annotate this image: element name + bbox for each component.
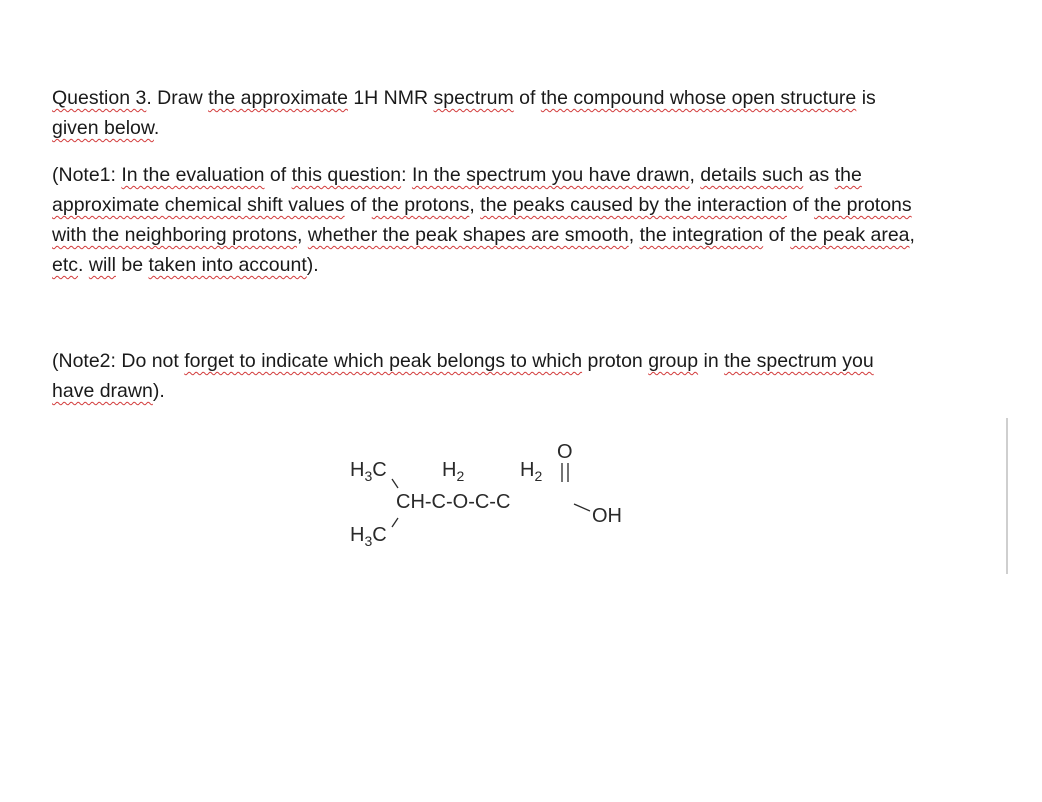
- note1-text: [52, 160, 1012, 280]
- text-run: proton: [582, 350, 649, 372]
- note2-line: [52, 376, 1012, 406]
- question-line: [52, 113, 1012, 143]
- flagged-text: etc: [52, 254, 79, 276]
- text-run: ,: [469, 194, 481, 216]
- flagged-text: In the evaluation: [121, 164, 265, 186]
- text-run: :: [401, 164, 412, 186]
- text-run: ,: [628, 224, 640, 246]
- flagged-text: taken into account: [148, 254, 307, 276]
- flagged-text: the peak area: [790, 224, 910, 246]
- note2-text: [52, 346, 1012, 406]
- text-run: ,: [909, 224, 915, 246]
- text-run: be: [115, 254, 149, 276]
- flagged-text: given below: [52, 117, 154, 139]
- flagged-text: will: [88, 254, 116, 276]
- flagged-text: spectrum: [433, 87, 514, 109]
- methyl-top-label: $H_3C$: [350, 459, 387, 484]
- backbone-chain: CH-C-O-C-C: [396, 491, 511, 513]
- flagged-text: details such: [700, 164, 804, 186]
- flagged-text: with the neighboring protons: [52, 224, 297, 246]
- text-run: (Note2: Do not: [52, 350, 185, 372]
- text-run: as: [803, 164, 835, 186]
- text-run: (Note1:: [52, 164, 122, 186]
- flagged-text: group: [648, 350, 699, 372]
- text-run: in: [698, 350, 725, 372]
- text-run: ,: [297, 224, 308, 246]
- h2-first-label: $H_2$: [442, 459, 465, 484]
- text-run: ).: [152, 380, 165, 402]
- bond-to-oh: [574, 504, 590, 511]
- bond-bottom-methyl: [392, 518, 398, 527]
- text-run: ).: [306, 254, 319, 276]
- text-run: . Draw: [146, 87, 209, 109]
- question-line: [52, 83, 1012, 113]
- flagged-text: the peaks caused by the interaction: [480, 194, 787, 216]
- flagged-text: whether the peak shapes are smooth: [307, 224, 629, 246]
- flagged-text: the: [834, 164, 862, 186]
- flagged-text: In the spectrum you have drawn: [411, 164, 690, 186]
- bond-top-methyl: [392, 479, 398, 488]
- text-run: .: [78, 254, 89, 276]
- flagged-text: forget to indicate which peak belongs to which: [184, 350, 583, 372]
- text-run: ,: [689, 164, 701, 186]
- note1-line: [52, 250, 1012, 280]
- text-run: 1H NMR: [347, 87, 434, 109]
- note1-line: [52, 160, 1012, 190]
- vertical-divider: [1006, 418, 1008, 574]
- methyl-bottom-label: $H_3C$: [350, 524, 387, 549]
- flagged-text: this question: [291, 164, 402, 186]
- hydroxyl-label: OH: [592, 505, 622, 527]
- chemical-structure: [340, 438, 640, 558]
- text-run: is: [856, 87, 876, 109]
- flagged-text: approximate chemical shift values: [52, 194, 345, 216]
- flagged-text: the spectrum you: [724, 350, 874, 372]
- note2-line: [52, 346, 1012, 376]
- flagged-text: the compound whose open structure: [540, 87, 857, 109]
- structure-drawing: [340, 438, 640, 558]
- h2-second-label: $H_2$: [520, 459, 543, 484]
- question-text: [52, 83, 1012, 143]
- flagged-text: the protons: [814, 194, 912, 216]
- text-run: .: [153, 117, 160, 139]
- flagged-text: the protons: [371, 194, 470, 216]
- flagged-text: the approximate: [208, 87, 348, 109]
- text-run: of: [786, 194, 815, 216]
- text-run: of: [344, 194, 372, 216]
- note1-line: [52, 220, 1012, 250]
- flagged-text: have drawn: [52, 380, 153, 402]
- carbonyl-oxygen: O: [557, 441, 573, 463]
- note1-line: [52, 190, 1012, 220]
- flagged-text: Question 3: [52, 87, 147, 109]
- text-run: of: [513, 87, 541, 109]
- flagged-text: the integration: [639, 224, 764, 246]
- text-run: of: [763, 224, 791, 246]
- text-run: of: [264, 164, 292, 186]
